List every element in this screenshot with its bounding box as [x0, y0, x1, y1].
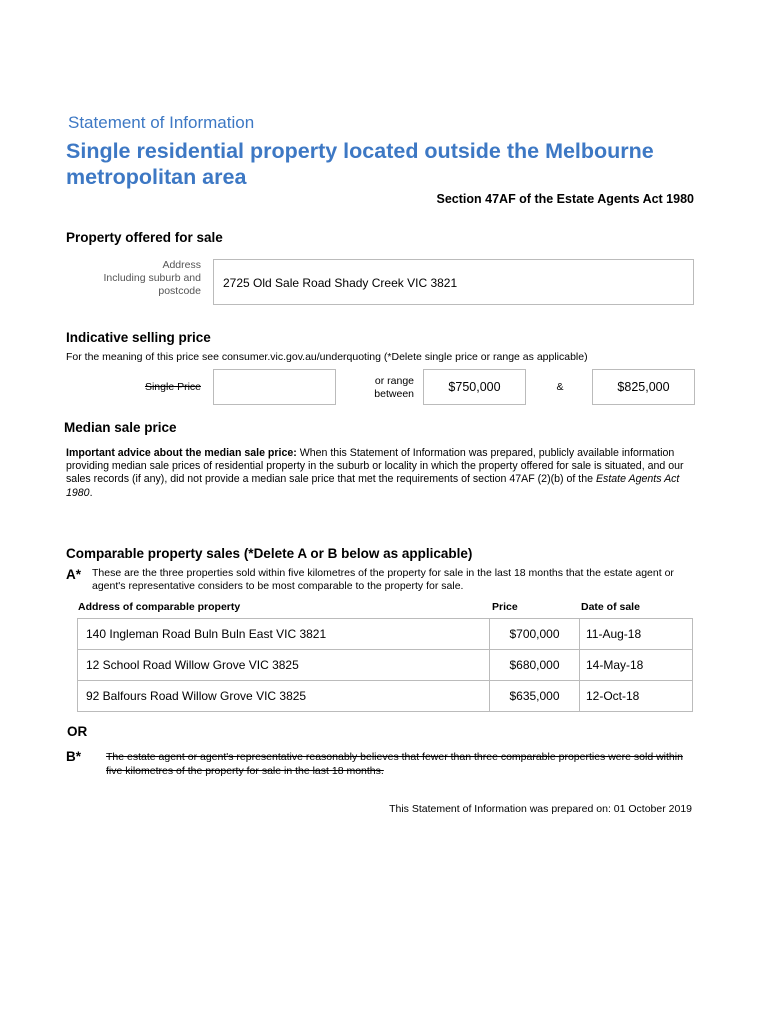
row-date[interactable]: 11-Aug-18: [580, 619, 693, 650]
range-low-field[interactable]: $750,000: [423, 369, 526, 405]
address-value: 2725 Old Sale Road Shady Creek VIC 3821: [223, 276, 458, 290]
single-price-field[interactable]: [213, 369, 336, 405]
range-label: or range between: [374, 375, 414, 400]
option-a-marker: A*: [66, 567, 82, 582]
option-a-text: These are the three properties sold within five kilometres of the property for sale in the last 18 months that the estate agent or agent's representative considers to be most comparable to the property for sale.: [92, 567, 674, 592]
row-date[interactable]: 12-Oct-18: [580, 681, 693, 712]
row-date[interactable]: 14-May-18: [580, 650, 693, 681]
address-label: Address Including suburb and postcode: [103, 259, 201, 297]
col-address-header: Address of comparable property: [78, 601, 241, 613]
prepared-date: This Statement of Information was prepared on: 01 October 2019: [389, 803, 692, 815]
indicative-note: For the meaning of this price see consumer.vic.gov.au/underquoting (*Delete single price or range as applicable): [66, 351, 588, 363]
row-address[interactable]: 140 Ingleman Road Buln Buln East VIC 3821: [78, 619, 490, 650]
indicative-heading: Indicative selling price: [66, 330, 211, 345]
col-date-header: Date of sale: [581, 601, 640, 613]
document-subtitle: Statement of Information: [68, 113, 255, 132]
option-b-marker: B*: [66, 749, 82, 764]
median-advice: Important advice about the median sale price: When this Statement of Information was prepared, publicly available information providing median sale prices of residential property in the suburb or locality in which the property offered for sale is situated, and our sales records (if any), did not provide a median sale price that met the requirements of section 47AF (2)(b) of the Estate Agents Act 1980.: [66, 447, 684, 499]
comparable-table: [77, 618, 693, 712]
median-heading: Median sale price: [64, 420, 177, 435]
row-price[interactable]: $700,000: [490, 619, 580, 650]
table-row: [78, 681, 693, 712]
row-address[interactable]: 12 School Road Willow Grove VIC 3825: [78, 650, 490, 681]
row-address[interactable]: 92 Balfours Road Willow Grove VIC 3825: [78, 681, 490, 712]
table-row: [78, 619, 693, 650]
table-row: [78, 650, 693, 681]
col-price-header: Price: [492, 601, 518, 613]
range-high-field[interactable]: $825,000: [592, 369, 695, 405]
address-field[interactable]: [213, 259, 694, 305]
or-label: OR: [67, 724, 88, 739]
property-heading: Property offered for sale: [66, 230, 223, 245]
row-price[interactable]: $635,000: [490, 681, 580, 712]
act-reference: Section 47AF of the Estate Agents Act 1980: [436, 192, 694, 206]
document-title: Single residential property located outside the Melbourne metropolitan area: [66, 139, 654, 189]
single-price-label: Single Price: [144, 381, 201, 393]
comparable-heading: Comparable property sales (*Delete A or B below as applicable): [66, 546, 473, 561]
range-ampersand: &: [556, 381, 564, 393]
option-b-text: The estate agent or agent's representative reasonably believes that fewer than three comparable properties were sold within five kilometres of the property for sale in the last 18 months.: [106, 751, 683, 777]
row-price[interactable]: $680,000: [490, 650, 580, 681]
